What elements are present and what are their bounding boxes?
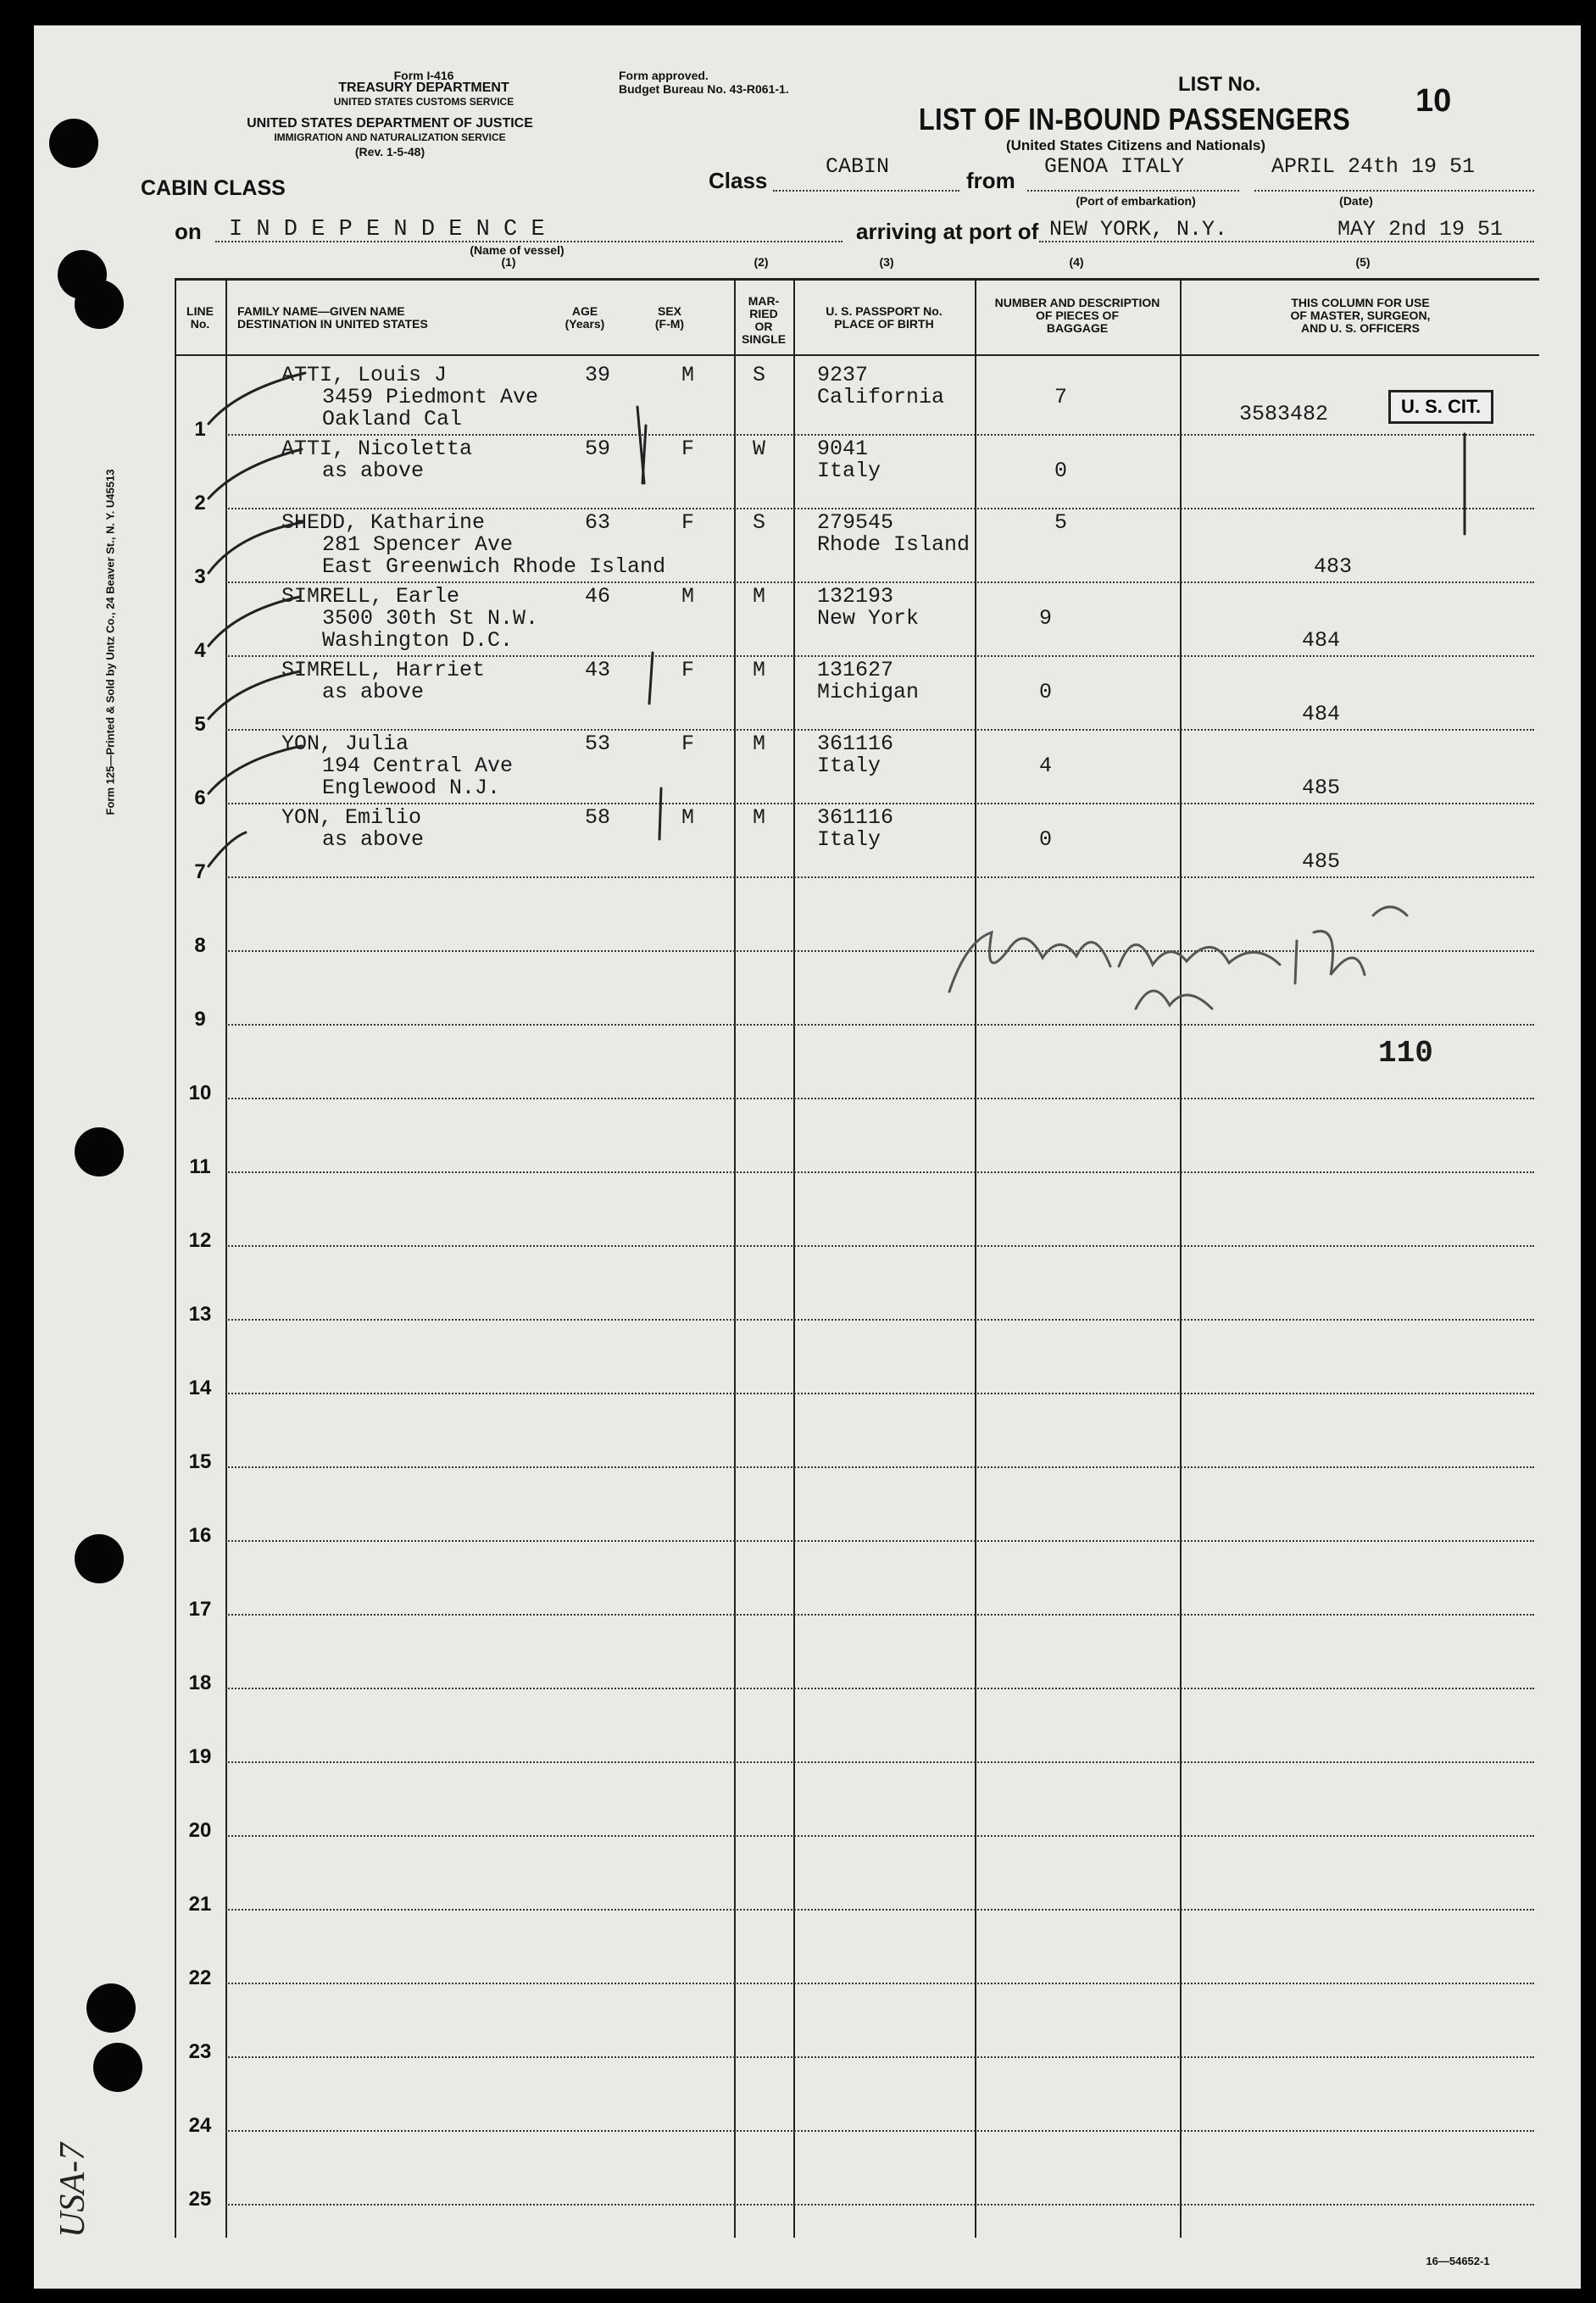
check-mark <box>209 746 302 793</box>
cabin-class-label: CABIN CLASS <box>141 176 286 200</box>
line-number: 22 <box>188 1966 212 1989</box>
dept-treasury-sub: UNITED STATES CUSTOMS SERVICE <box>333 96 514 108</box>
passenger-passport: 131627 <box>817 658 894 682</box>
line-number: 23 <box>188 2040 212 2063</box>
form-number: Form I-416 <box>393 69 454 82</box>
col-num-1: (1) <box>501 255 516 269</box>
line-number: 16 <box>188 1524 212 1547</box>
col-header-age: AGE (Years) <box>564 304 605 331</box>
line-number: 12 <box>188 1229 212 1252</box>
line-number: 24 <box>188 2114 212 2137</box>
passenger-marital: M <box>753 805 766 830</box>
arriving-label: arriving at port of <box>856 219 1039 244</box>
passenger-name: SIMRELL, Harriet <box>281 658 486 682</box>
line-number: 19 <box>188 1745 212 1768</box>
passenger-address: 3459 Piedmont Ave <box>322 385 539 409</box>
passenger-sex: F <box>681 658 695 682</box>
passenger-address: as above <box>322 827 425 852</box>
col-header-passport: U. S. PASSPORT No. PLACE OF BIRTH <box>826 304 943 331</box>
passenger-marital: S <box>753 510 766 535</box>
officer-note: 485 <box>1302 776 1341 800</box>
passenger-age: 43 <box>585 658 611 682</box>
officer-signature <box>932 890 1492 1026</box>
passenger-birthplace: New York <box>817 606 920 631</box>
passenger-address: 3500 30th St N.W. <box>322 606 539 631</box>
passenger-name: YON, Emilio <box>281 805 422 830</box>
passenger-baggage: 4 <box>1039 754 1053 778</box>
passenger-sex: F <box>681 510 695 535</box>
officer-note: 484 <box>1302 702 1341 726</box>
officer-note: 483 <box>1314 554 1353 579</box>
margin-note: USA-7 <box>53 2143 92 2238</box>
passenger-marital: M <box>753 658 766 682</box>
passenger-birthplace: Rhode Island <box>817 532 970 557</box>
printer-imprint: Form 125—Printed & Sold by Untz Co., 24 Beaver St., N. Y. U45513 <box>103 469 117 815</box>
passenger-baggage: 5 <box>1054 510 1068 535</box>
passenger-address: Oakland Cal <box>322 407 463 431</box>
tick-mark <box>642 426 646 483</box>
line-number: 10 <box>188 1082 212 1104</box>
line-number: 17 <box>188 1598 212 1621</box>
check-mark <box>209 597 300 646</box>
port-caption: (Port of embarkation) <box>1076 194 1196 208</box>
col-num-2: (2) <box>754 255 769 269</box>
date-value: APRIL 24th 19 51 <box>1271 154 1476 179</box>
line-number: 13 <box>188 1303 212 1326</box>
passenger-age: 59 <box>585 437 611 461</box>
line-number: 1 <box>194 418 206 441</box>
passenger-passport: 132193 <box>817 584 894 609</box>
line-number: 25 <box>188 2188 212 2211</box>
passenger-name: SIMRELL, Earle <box>281 584 460 609</box>
passenger-age: 58 <box>585 805 611 830</box>
passenger-birthplace: Italy <box>817 754 881 778</box>
arrival-port: NEW YORK, N.Y. <box>1049 217 1228 242</box>
line-number: 21 <box>188 1893 212 1916</box>
tick-mark <box>649 653 653 704</box>
line-number: 4 <box>194 639 206 662</box>
col-num-3: (3) <box>879 255 894 269</box>
line-number: 15 <box>188 1450 212 1473</box>
line-number: 8 <box>194 934 206 957</box>
col-header-name: FAMILY NAME—GIVEN NAME DESTINATION IN UNITED STATES <box>237 304 428 331</box>
passenger-sex: F <box>681 732 695 756</box>
passenger-passport: 279545 <box>817 510 894 535</box>
passenger-marital: M <box>753 584 766 609</box>
passenger-marital: W <box>753 437 766 461</box>
from-value: GENOA ITALY <box>1044 154 1185 179</box>
officer-note: 485 <box>1302 849 1341 874</box>
passenger-age: 53 <box>585 732 611 756</box>
passenger-name: SHEDD, Katharine <box>281 510 486 535</box>
col-header-married: MAR- RIED OR SINGLE <box>741 294 787 346</box>
passenger-passport: 9237 <box>817 363 869 387</box>
form-revision: (Rev. 1-5-48) <box>354 145 425 159</box>
list-no-value: 10 <box>1415 83 1452 119</box>
dept-justice-sub: IMMIGRATION AND NATURALIZATION SERVICE <box>274 131 506 143</box>
passenger-sex: M <box>681 363 695 387</box>
passenger-birthplace: California <box>817 385 945 409</box>
arrival-date: MAY 2nd 19 51 <box>1337 217 1504 242</box>
passenger-sex: F <box>681 437 695 461</box>
us-citizen-stamp: U. S. CIT. <box>1388 390 1493 424</box>
passenger-baggage: 0 <box>1039 827 1053 852</box>
passenger-baggage: 0 <box>1039 680 1053 704</box>
check-mark <box>209 671 300 719</box>
passenger-address: 194 Central Ave <box>322 754 514 778</box>
passenger-age: 46 <box>585 584 611 609</box>
check-mark <box>209 522 303 573</box>
line-number: 2 <box>194 492 206 515</box>
line-number: 11 <box>189 1155 211 1178</box>
passenger-baggage: 9 <box>1039 606 1053 631</box>
passenger-passport: 9041 <box>817 437 869 461</box>
passenger-address: 281 Spencer Ave <box>322 532 514 557</box>
passenger-name: ATTI, Nicoletta <box>281 437 473 461</box>
page-title: LIST OF IN-BOUND PASSENGERS <box>919 102 1351 136</box>
dept-justice: UNITED STATES DEPARTMENT OF JUSTICE <box>247 116 533 131</box>
col-header-line: LINE No. <box>186 304 214 331</box>
passenger-name: YON, Julia <box>281 732 409 756</box>
passenger-marital: M <box>753 732 766 756</box>
col-num-5: (5) <box>1355 255 1371 269</box>
passenger-baggage: 7 <box>1054 385 1068 409</box>
officer-note: 3583482 <box>1239 402 1329 426</box>
class-label: Class <box>709 168 768 193</box>
passenger-birthplace: Italy <box>817 459 881 483</box>
passenger-passport: 361116 <box>817 805 894 830</box>
stamp-number: 110 <box>1378 1036 1433 1071</box>
passenger-baggage: 0 <box>1054 459 1068 483</box>
vessel-caption: (Name of vessel) <box>470 243 564 257</box>
passenger-address: Washington D.C. <box>322 628 514 653</box>
passenger-sex: M <box>681 805 695 830</box>
line-number: 3 <box>194 565 206 588</box>
passenger-age: 39 <box>585 363 611 387</box>
bleed-through-text <box>288 1610 1475 1865</box>
pencil-check-marks <box>34 25 1581 2289</box>
manifest-sheet <box>34 25 1581 2289</box>
passenger-address: Englewood N.J. <box>322 776 501 800</box>
passenger-address: as above <box>322 680 425 704</box>
col-header-baggage: NUMBER AND DESCRIPTION OF PIECES OF BAGGAGE <box>994 296 1160 335</box>
line-number: 7 <box>194 860 206 883</box>
col-header-officers: THIS COLUMN FOR USE OF MASTER, SURGEON, AND U. S. OFFICERS <box>1290 296 1431 335</box>
date-caption: (Date) <box>1339 194 1373 208</box>
line-number: 14 <box>188 1377 212 1399</box>
passenger-name: ATTI, Louis J <box>281 363 448 387</box>
passenger-birthplace: Michigan <box>817 680 920 704</box>
line-number: 18 <box>188 1672 212 1694</box>
page-subtitle: (United States Citizens and Nationals) <box>1005 137 1266 153</box>
dept-treasury: TREASURY DEPARTMENT <box>338 81 509 95</box>
passenger-passport: 361116 <box>817 732 894 756</box>
check-mark <box>209 832 246 866</box>
check-mark <box>209 373 305 424</box>
passenger-sex: M <box>681 584 695 609</box>
budget-bureau: Budget Bureau No. 43-R061-1. <box>619 82 789 96</box>
passenger-birthplace: Italy <box>817 827 881 852</box>
class-value: CABIN <box>826 154 890 179</box>
vessel-name: I N D E P E N D E N C E <box>229 217 545 242</box>
line-number: 9 <box>194 1008 206 1031</box>
line-number: 20 <box>188 1819 212 1842</box>
passenger-address: as above <box>322 459 425 483</box>
officer-note: 484 <box>1302 628 1341 653</box>
col-header-sex: SEX (F-M) <box>654 304 685 331</box>
check-mark <box>209 449 302 498</box>
footer-code: 16—54652-1 <box>1426 2255 1490 2267</box>
col-num-4: (4) <box>1069 255 1084 269</box>
tick-mark <box>659 788 661 839</box>
form-approved: Form approved. <box>619 69 709 82</box>
passenger-address: East Greenwich Rhode Island <box>322 554 666 579</box>
passenger-age: 63 <box>585 510 611 535</box>
on-label: on <box>175 219 202 244</box>
from-label: from <box>966 168 1015 193</box>
line-number: 5 <box>194 713 206 736</box>
list-no-label: LIST No. <box>1178 73 1261 96</box>
passenger-marital: S <box>753 363 766 387</box>
line-number: 6 <box>194 787 206 809</box>
